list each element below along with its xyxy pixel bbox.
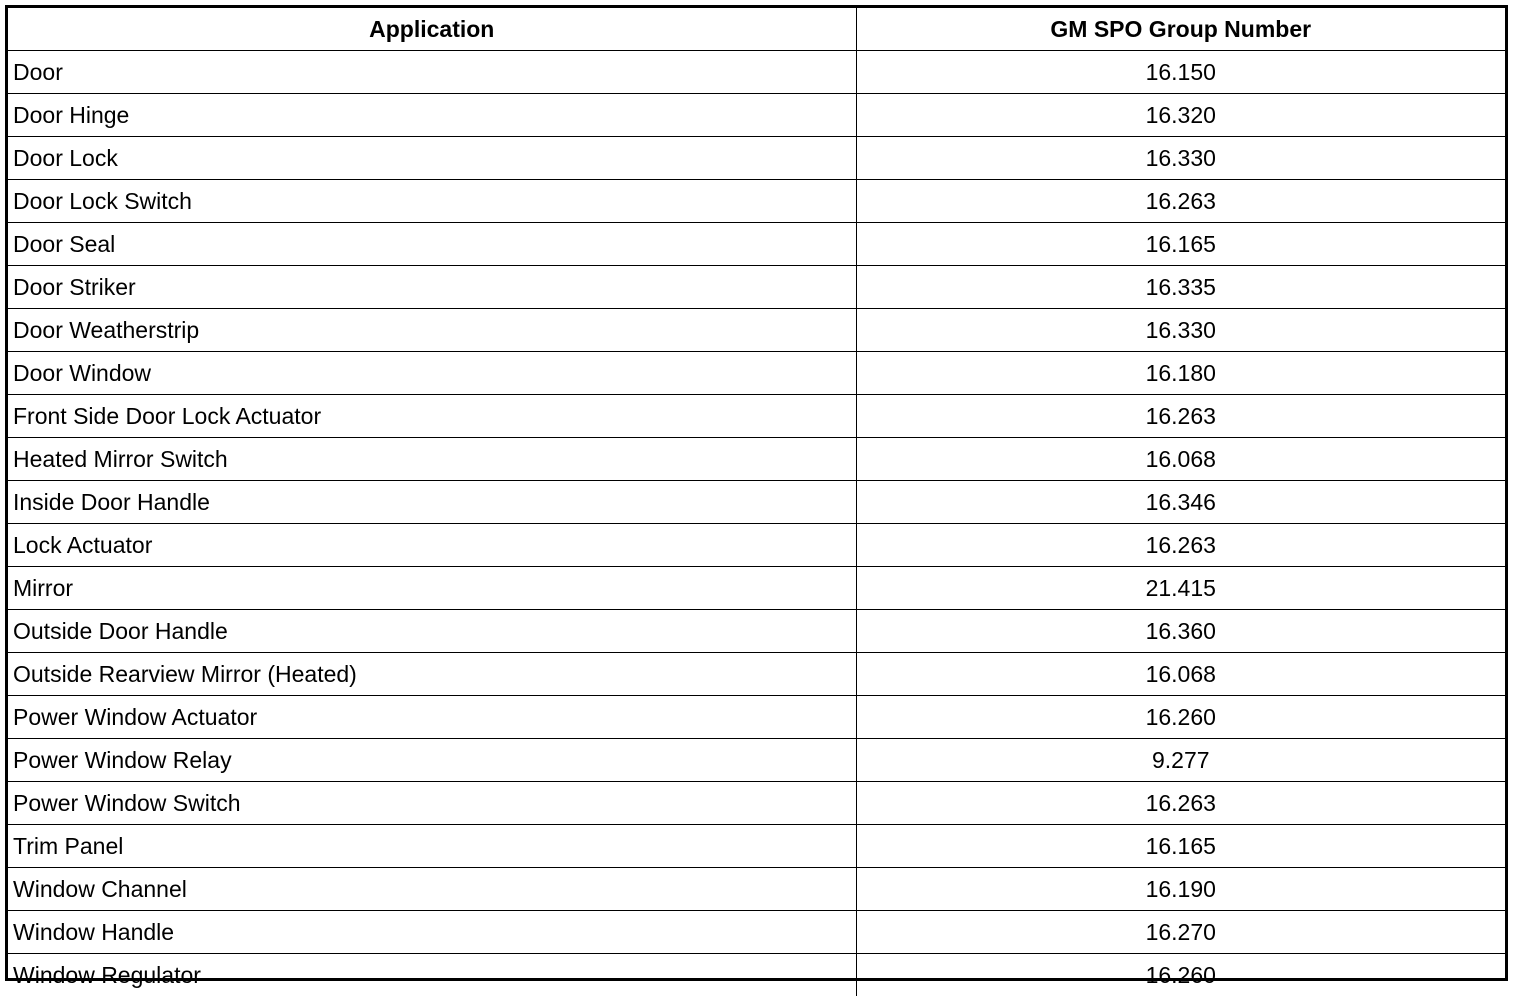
application-cell: Outside Door Handle xyxy=(8,610,856,653)
application-cell: Power Window Relay xyxy=(8,739,856,782)
spo-group-table xyxy=(8,8,1505,996)
application-cell: Door Lock xyxy=(8,137,856,180)
group-number-cell: 21.415 xyxy=(856,567,1505,610)
group-number-cell: 16.330 xyxy=(856,309,1505,352)
table-row xyxy=(8,567,1505,610)
application-cell: Heated Mirror Switch xyxy=(8,438,856,481)
group-number-cell: 16.330 xyxy=(856,137,1505,180)
application-cell: Window Channel xyxy=(8,868,856,911)
group-number-cell: 16.263 xyxy=(856,524,1505,567)
group-number-cell: 16.260 xyxy=(856,954,1505,996)
table-row xyxy=(8,610,1505,653)
application-cell: Door Striker xyxy=(8,266,856,309)
group-number-cell: 16.346 xyxy=(856,481,1505,524)
group-number-cell: 16.360 xyxy=(856,610,1505,653)
header-group-number: GM SPO Group Number xyxy=(856,8,1505,51)
group-number-cell: 16.270 xyxy=(856,911,1505,954)
group-number-cell: 16.263 xyxy=(856,180,1505,223)
application-cell: Inside Door Handle xyxy=(8,481,856,524)
table-body xyxy=(8,51,1505,996)
group-number-cell: 16.068 xyxy=(856,653,1505,696)
table-row xyxy=(8,782,1505,825)
application-cell: Door Window xyxy=(8,352,856,395)
application-cell: Door Weatherstrip xyxy=(8,309,856,352)
group-number-cell: 16.165 xyxy=(856,223,1505,266)
group-number-cell: 16.150 xyxy=(856,51,1505,94)
group-number-cell: 16.263 xyxy=(856,395,1505,438)
application-cell: Power Window Switch xyxy=(8,782,856,825)
group-number-cell: 16.260 xyxy=(856,696,1505,739)
application-cell: Trim Panel xyxy=(8,825,856,868)
application-cell: Outside Rearview Mirror (Heated) xyxy=(8,653,856,696)
application-cell: Power Window Actuator xyxy=(8,696,856,739)
table-row xyxy=(8,954,1505,996)
application-cell: Door Hinge xyxy=(8,94,856,137)
table-row xyxy=(8,825,1505,868)
application-cell: Lock Actuator xyxy=(8,524,856,567)
application-cell: Window Handle xyxy=(8,911,856,954)
table-row xyxy=(8,223,1505,266)
application-cell: Mirror xyxy=(8,567,856,610)
group-number-cell: 16.190 xyxy=(856,868,1505,911)
group-number-cell: 9.277 xyxy=(856,739,1505,782)
table-row xyxy=(8,696,1505,739)
table-row xyxy=(8,137,1505,180)
parts-table-container xyxy=(5,5,1508,981)
group-number-cell: 16.263 xyxy=(856,782,1505,825)
header-application: Application xyxy=(8,8,856,51)
table-row xyxy=(8,524,1505,567)
table-row xyxy=(8,481,1505,524)
table-row xyxy=(8,438,1505,481)
header-row xyxy=(8,8,1505,51)
application-cell: Door xyxy=(8,51,856,94)
table-row xyxy=(8,739,1505,782)
group-number-cell: 16.165 xyxy=(856,825,1505,868)
table-row xyxy=(8,94,1505,137)
table-row xyxy=(8,180,1505,223)
table-row xyxy=(8,266,1505,309)
application-cell: Front Side Door Lock Actuator xyxy=(8,395,856,438)
group-number-cell: 16.320 xyxy=(856,94,1505,137)
group-number-cell: 16.180 xyxy=(856,352,1505,395)
table-row xyxy=(8,51,1505,94)
table-row xyxy=(8,309,1505,352)
application-cell: Door Lock Switch xyxy=(8,180,856,223)
table-row xyxy=(8,868,1505,911)
group-number-cell: 16.068 xyxy=(856,438,1505,481)
application-cell: Door Seal xyxy=(8,223,856,266)
table-row xyxy=(8,352,1505,395)
group-number-cell: 16.335 xyxy=(856,266,1505,309)
table-row xyxy=(8,911,1505,954)
table-row xyxy=(8,653,1505,696)
table-row xyxy=(8,395,1505,438)
application-cell: Window Regulator xyxy=(8,954,856,996)
